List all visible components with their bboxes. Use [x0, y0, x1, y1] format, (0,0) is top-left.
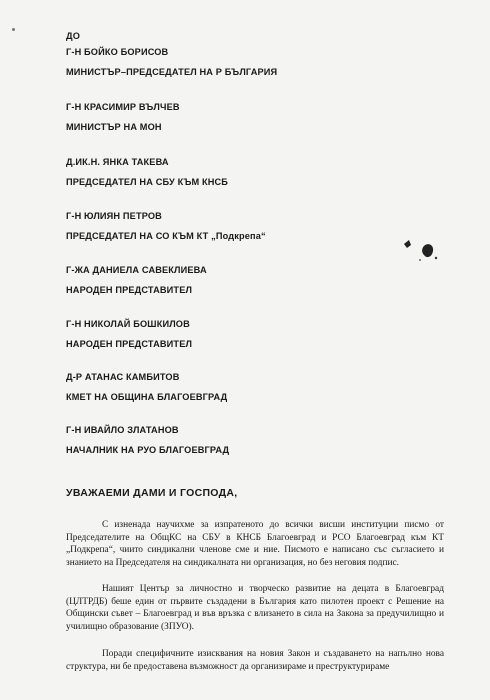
paragraph-1-text: С изненада научихме за изпратеното до всички висши институции писмо от Председателите на ОбщКС на СБУ в КНСБ Благоевград и РСО Благоевград към КТ „Подкрепа“, чиито синдикални членове сме и ние. Писмото е написано със съгласието и знанието на Председателя на синдикалната ни организация, но без неговия подпис.: [66, 520, 444, 568]
to-label: ДО: [66, 31, 80, 41]
scan-speck: [12, 28, 15, 31]
recipient-title-4: ПРЕДСЕДАТЕЛ НА СО КЪМ КТ „Подкрепа“: [66, 231, 266, 241]
recipient-name-1: Г-Н БОЙКО БОРИСОВ: [66, 47, 169, 57]
recipient-name-6: Г-Н НИКОЛАЙ БОШКИЛОВ: [66, 319, 190, 329]
recipient-name-5: Г-ЖА ДАНИЕЛА САВЕКЛИЕВА: [66, 265, 207, 275]
recipient-title-1: МИНИСТЪР–ПРЕДСЕДАТЕЛ НА Р БЪЛГАРИЯ: [66, 67, 278, 77]
ink-blot: [400, 236, 440, 266]
paragraph-3: [66, 648, 444, 673]
recipient-name-4: Г-Н ЮЛИЯН ПЕТРОВ: [66, 211, 162, 221]
paragraph-3-text: Поради специфичните изисквания на новия Закон и създаването на напълно нова структура, ни бе предоставена възможност да организираме и преструктурираме: [66, 649, 444, 672]
recipient-title-6: НАРОДЕН ПРЕДСТАВИТЕЛ: [66, 339, 193, 349]
greeting: УВАЖАЕМИ ДАМИ И ГОСПОДА,: [66, 487, 238, 499]
recipient-title-8: НАЧАЛНИК НА РУО БЛАГОЕВГРАД: [66, 445, 230, 455]
recipient-name-7: Д-Р АТАНАС КАМБИТОВ: [66, 372, 180, 382]
paragraph-2-text: Нашият Център за личностно и творческо развитие на децата в Благоевград (ЦЛТРДБ) беше един от първите създадени в България като пилотен проект с Решение на Общински съвет – Благоевград и във връзка с влизането в сила на Закона за предучилищно и училищно образование (ЗПУО).: [66, 584, 444, 632]
recipient-name-3: Д.ИК.Н. ЯНКА ТАКЕВА: [66, 157, 169, 167]
recipient-title-5: НАРОДЕН ПРЕДСТАВИТЕЛ: [66, 285, 193, 295]
recipient-title-7: КМЕТ НА ОБЩИНА БЛАГОЕВГРАД: [66, 392, 228, 402]
recipient-title-2: МИНИСТЪР НА МОН: [66, 122, 162, 132]
recipient-title-3: ПРЕДСЕДАТЕЛ НА СБУ КЪМ КНСБ: [66, 177, 229, 187]
paragraph-2: [66, 583, 444, 633]
recipient-name-2: Г-Н КРАСИМИР ВЪЛЧЕВ: [66, 102, 180, 112]
paragraph-1: [66, 519, 444, 569]
recipient-name-8: Г-Н ИВАЙЛО ЗЛАТАНОВ: [66, 425, 179, 435]
